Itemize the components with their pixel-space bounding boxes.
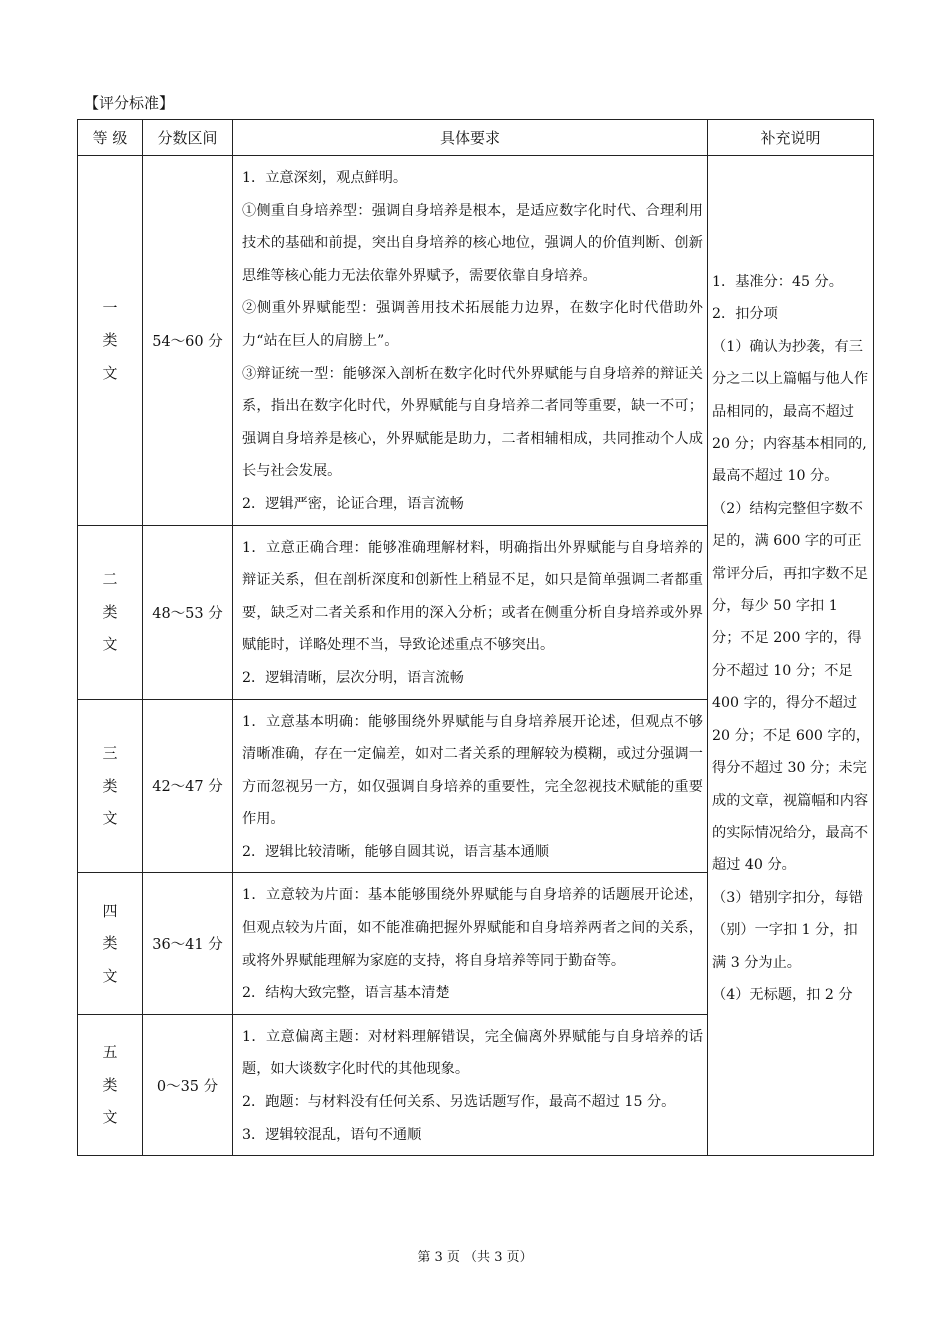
table-header-row — [78, 120, 874, 156]
range-cell: 36～41 分 — [143, 873, 233, 1014]
grade-cell: 一 类 文 — [78, 156, 143, 526]
grade-cell: 四 类 文 — [78, 873, 143, 1014]
header-grade: 等 级 — [78, 120, 143, 156]
table-row — [78, 156, 874, 526]
grade-cell: 二 类 文 — [78, 525, 143, 699]
grade-cell: 三 类 文 — [78, 699, 143, 873]
requirements-cell: 1．立意正确合理：能够准确理解材料，明确指出外界赋能与自身培养的辩证关系，但在剖析深度和创新性上稍显不足，如只是简单强调二者都重要，缺乏对二者关系和作用的深入分析；或者在侧重分析自身培养或外界赋能时，详略处理不当，导致论述重点不够突出。 2．逻辑清晰，层次分明，语言流畅 — [233, 525, 708, 699]
requirements-cell: 1．立意深刻，观点鲜明。 ①侧重自身培养型：强调自身培养是根本，是适应数字化时代、合理利用技术的基础和前提，突出自身培养的核心地位，强调人的价值判断、创新思维等核心能力无法依靠外界赋予，需要依靠自身培养。 ②侧重外界赋能型：强调善用技术拓展能力边界，在数字化时代借助外力“站在巨人的肩膀上”。 ③辩证统一型：能够深入剖析在数字化时代外界赋能与自身培养的辩证关系，指出在数字化时代，外界赋能与自身培养二者同等重要，缺一不可；强调自身培养是核心，外界赋能是助力，二者相辅相成，共同推动个人成长与社会发展。 2．逻辑严密，论证合理，语言流畅 — [233, 156, 708, 526]
section-heading: 【评分标准】 — [84, 94, 175, 112]
grade-cell: 五 类 文 — [78, 1014, 143, 1155]
notes-cell: 1．基准分：45 分。 2．扣分项 （1）确认为抄袭，有三分之二以上篇幅与他人作品相同的，最高不超过 20 分；内容基本相同的,最高不超过 10 分。 （2）结构完整但字数不足的，满 600 字的可正常评分后，再扣字数不足分，每少 50 字扣 1 分；不足 200 字的，得分不超过 10 分；不足 400 字的，得分不超过 20 分；不足 600 字的，得分不超过 30 分；未完成的文章，视篇幅和内容的实际情况给分，最高不超过 40 分。 （3）错别字扣分，每错（别）一字扣 1 分，扣满 3 分为止。 （4）无标题，扣 2 分 — [708, 156, 874, 1156]
range-cell: 42～47 分 — [143, 699, 233, 873]
requirements-cell: 1．立意较为片面：基本能够围绕外界赋能与自身培养的话题展开论述，但观点较为片面，如不能准确把握外界赋能和自身培养两者之间的关系，或将外界赋能理解为家庭的支持，将自身培养等同于勤奋等。 2．结构大致完整，语言基本清楚 — [233, 873, 708, 1014]
range-cell: 48～53 分 — [143, 525, 233, 699]
page-footer: 第 3 页 （共 3 页） — [417, 1250, 533, 1265]
requirements-cell: 1．立意基本明确：能够围绕外界赋能与自身培养展开论述，但观点不够清晰准确，存在一定偏差，如对二者关系的理解较为模糊，或过分强调一方而忽视另一方，如仅强调自身培养的重要性，完全忽视技术赋能的重要作用。 2．逻辑比较清晰，能够自圆其说，语言基本通顺 — [233, 699, 708, 873]
scoring-table — [77, 119, 874, 1156]
header-requirements: 具体要求 — [233, 120, 708, 156]
header-notes: 补充说明 — [708, 120, 874, 156]
range-cell: 0～35 分 — [143, 1014, 233, 1155]
range-cell: 54～60 分 — [143, 156, 233, 526]
header-range: 分数区间 — [143, 120, 233, 156]
requirements-cell: 1．立意偏离主题：对材料理解错误，完全偏离外界赋能与自身培养的话题，如大谈数字化时代的其他现象。 2．跑题：与材料没有任何关系、另选话题写作，最高不超过 15 分。 3．逻辑较混乱，语句不通顺 — [233, 1014, 708, 1155]
